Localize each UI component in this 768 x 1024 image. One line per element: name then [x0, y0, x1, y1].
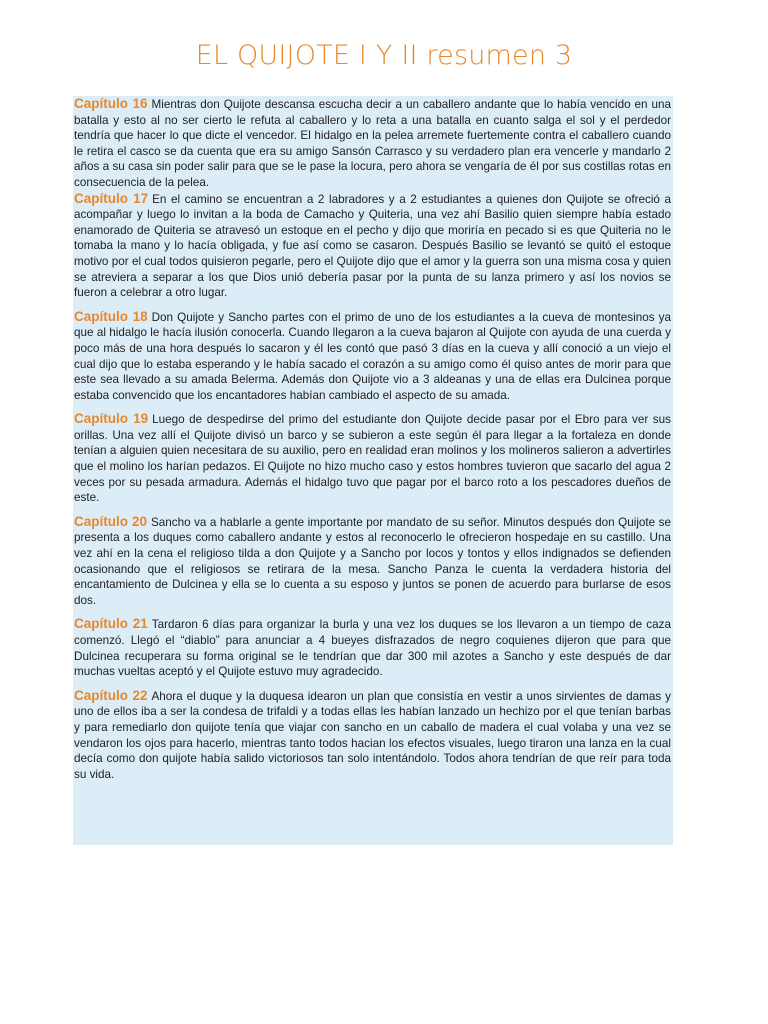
- chapter-22: [74, 688, 671, 783]
- document-title: EL QUIJOTE I Y II resumen 3: [195, 40, 573, 71]
- chapter-label: Capítulo 22: [74, 687, 148, 703]
- chapter-19: [74, 411, 671, 506]
- chapter-text: Mientras don Quijote descansa escucha decir a un caballero andante que lo había vencido en una batalla y esto al no ser cierto le refuta al caballero y lo reta a una batalla en cuanto salga el sol y el perdedor tendría que hacer lo que dicte el vencedor. El hidalgo en la pelea arremete fuertemente contra el caballero cuando le retira el casco se da cuenta que era su amigo Sansón Carrasco y su verdadero plan era vencerle y mandarlo 2 años a su casa sin poder salir para que se le pase la locura, pero ahora se vengaría de él por sus costillas rotas en consecuencia de la pelea.: [74, 98, 671, 189]
- chapter-label: Capítulo 20: [74, 513, 147, 529]
- summary-body: [73, 96, 673, 845]
- chapter-text: Tardaron 6 días para organizar la burla y una vez los duques se los llevaron a un tiempo de caza comenzó. Llegó el “diablo” para anunciar a 4 bueyes disfrazados de negro coquienes dijeron que para que Dulcinea recuperara su forma original se le tendrían que dar 300 mil azotes a Sancho y este después de dar muchas vueltas aceptó y el Quijote estuvo muy agradecido.: [74, 618, 671, 679]
- chapter-label: Capítulo 21: [74, 616, 148, 632]
- chapter-label: Capítulo 19: [74, 411, 149, 427]
- chapter-21: [74, 616, 671, 679]
- chapter-16: [74, 96, 671, 191]
- chapter-20: [74, 514, 671, 609]
- chapter-text: Don Quijote y Sancho partes con el primo de uno de los estudiantes a la cueva de montesinos ya que al hidalgo le hacía ilusión conocerla. Cuando llegaron a la cueva bajaron al Quijote con ayuda de una cuerda y poco más de una hora después lo sacaron y él les contó que pasó 3 días en la cueva y allí conoció a un viejo el cual dijo que lo estaba esperando y le había sacado el corazón a su amigo como él quiso antes de morir para que este sea llevado a su amada Belerma. Además don Quijote vio a 3 aldeanas y una de ellas era Dulcinea porque estaba convencido que los encantadores habían cambiado el aspecto de su amada.: [74, 310, 671, 402]
- chapter-label: Capítulo 17: [74, 190, 149, 206]
- chapter-text: Sancho va a hablarle a gente importante por mandato de su señor. Minutos después don Quijote se presenta a los duques como caballero andante y estos al reconocerlo le ofrecieron hospedaje en su castillo. Una vez ahí en la cena el religioso tilda a don Quijote y a Sancho por locos y tontos y ellos indignados se defienden ocasionando que el religiosos se retirara de la mesa. Sancho Panza le cuenta la verdadera historia del encantamiento de Dulcinea y ella se lo cuenta a su esposo y juntos se ponen de acuerdo para burlarse de esos dos.: [74, 515, 671, 607]
- chapter-text: En el camino se encuentran a 2 labradores y a 2 estudiantes a quienes don Quijote se ofreció a acompañar y luego lo invitan a la boda de Camacho y Quiteria, una vez ahí Basilio quien siempre había estado enamorado de Quiteria se atravesó un estoque en el pecho y dijo que moriría en pecado si es que Quiteria no le tomaba la mano y lo hacía obligada, y fue así como se casaron. Después Basilio se levantó se quitó el estoque motivo por el cual todos quisieron pegarle, pero el Quijote dijo que el amor y la guerra son una misma cosa y quien se atreviera a separar a los que Dios unió debería pasar por la punta de su lanza primero y así los novios se fueron a celebrar a otro lugar.: [74, 192, 671, 300]
- chapter-text: Luego de despedirse del primo del estudiante don Quijote decide pasar por el Ebro para ver sus orillas. Una vez allí el Quijote divisó un barco y se subieron a este según él para llegar a la fortaleza en donde tenían a alguien quien necesitara de su auxilio, pero en realidad eran molinos y los molineros salieron a advertirles que el molino los harían pedazos. El Quijote no hizo mucho caso y estos hombres tuvieron que sacarlo del agua 2 veces por su pesada armadura. Además el hidalgo tuvo que pagar por el barco roto a los pescadores dueños de este.: [74, 413, 671, 505]
- chapter-label: Capítulo 16: [74, 96, 148, 111]
- chapter-18: [74, 309, 671, 404]
- chapter-text: Ahora el duque y la duquesa idearon un plan que consistía en vestir a unos sirvientes de damas y uno de ellos iba a ser la condesa de trifaldi y a todas ellas les habían lanzado un hechizo por el que tenían barbas y para remediarlo don quijote tenía que viajar con sancho en un caballo de madera el cual volaba y una vez se vendaron los ojos para hacerlo, mientras tanto todos hacian los efectos visuales, luego tiraron una lanza en la cual decía como don quijote había salido victoriosos tan solo intentándolo. Todos ahora tendrían de que reír para toda su vida.: [74, 689, 671, 781]
- chapter-label: Capítulo 18: [74, 308, 148, 324]
- chapter-17: [74, 191, 671, 301]
